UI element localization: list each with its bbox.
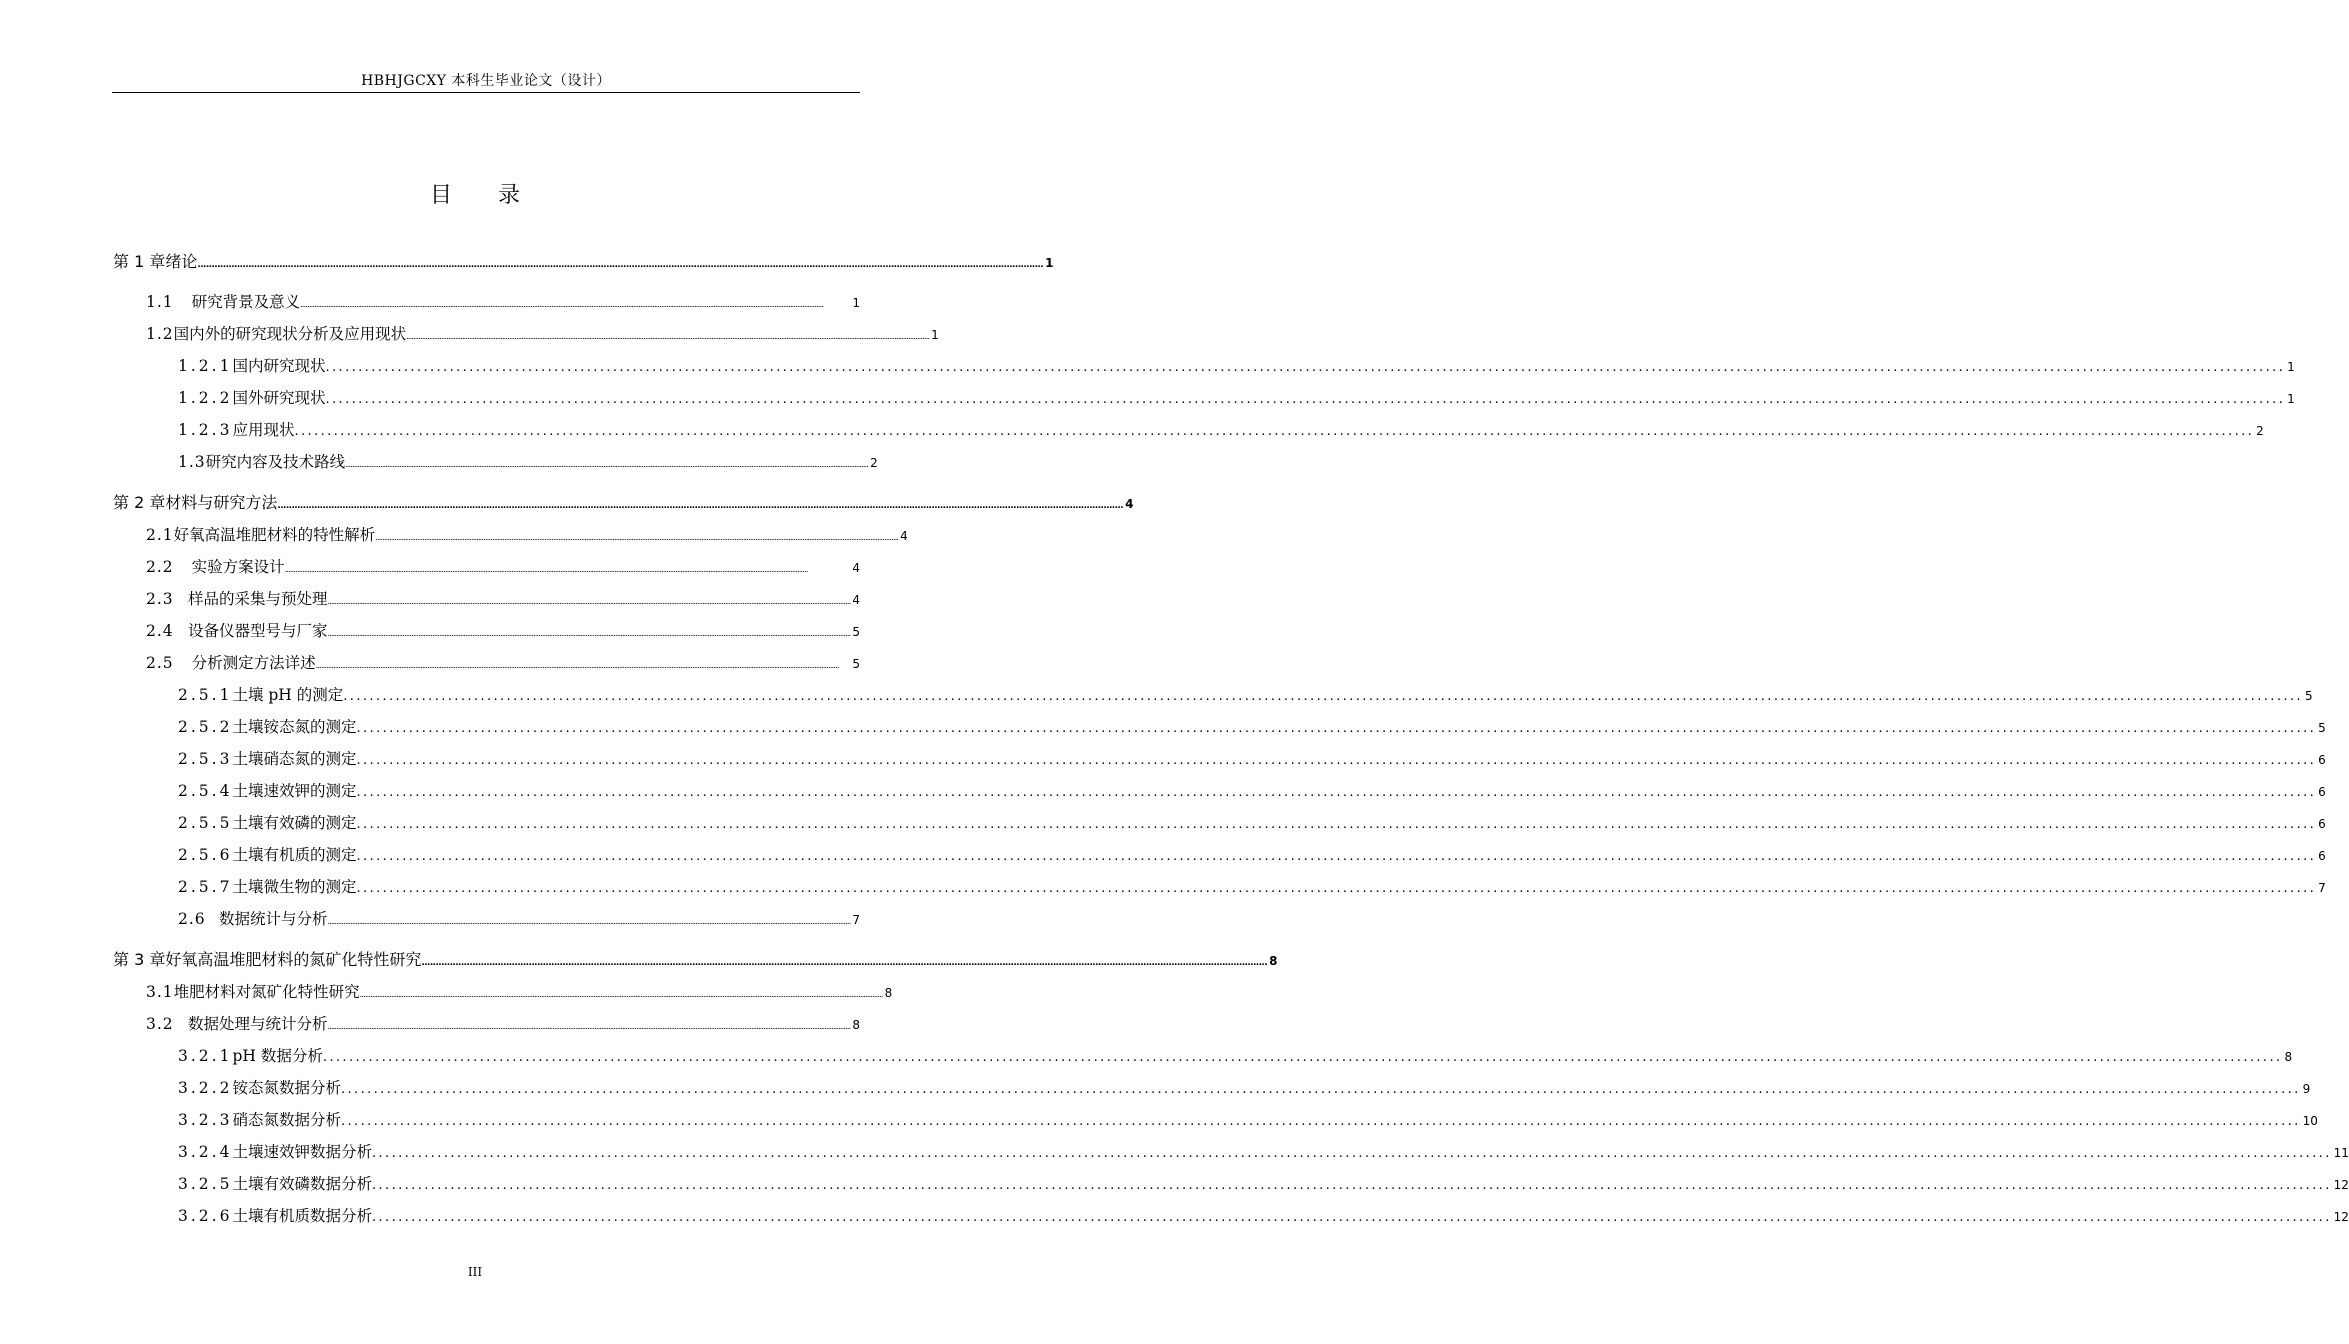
toc-entry-title: 分析测定方法详述 bbox=[191, 654, 316, 672]
toc-entry[interactable] bbox=[146, 322, 939, 346]
toc-entry[interactable] bbox=[178, 683, 2313, 707]
toc-entry-title: 研究内容及技术路线 bbox=[205, 453, 346, 471]
toc-entry-title: 应用现状 bbox=[232, 421, 295, 439]
toc-entry-page: 12 bbox=[2333, 1210, 2349, 1224]
toc-entry[interactable] bbox=[113, 947, 1278, 971]
dot-leader: ............................................................................................................................................................................................................................................................................................................ bbox=[294, 424, 2255, 439]
toc-entry-title: 堆肥材料对氮矿化特性研究 bbox=[173, 983, 360, 1001]
toc-entry-page: 1 bbox=[1045, 256, 1054, 270]
toc-entry-page: 7 bbox=[852, 913, 860, 927]
toc-entry[interactable] bbox=[178, 715, 2326, 739]
toc-entry[interactable] bbox=[178, 907, 860, 931]
dot-leader: ............................................................................................................................................................................................................................................................................................................ bbox=[356, 785, 2317, 800]
toc-entry-title: 土壤速效钾数据分析 bbox=[232, 1143, 372, 1161]
dot-leader: ............................................................................................................................................................................................................................................................................................................ bbox=[375, 533, 899, 542]
toc-entry-number: 1.2.3 bbox=[178, 421, 233, 439]
dot-leader: ............................................................................................................................................................................................................................................................................................................ bbox=[359, 990, 883, 999]
toc-entry-number: 1.2.2 bbox=[178, 389, 233, 407]
dot-leader: ............................................................................................................................................................................................................................................................................................................ bbox=[327, 1022, 851, 1031]
toc-entry-page: 9 bbox=[2302, 1082, 2311, 1096]
toc-entry-title: 实验方案设计 bbox=[191, 558, 285, 576]
toc-entry-number: 2.4 bbox=[146, 622, 174, 640]
toc-entry-number: 1.1 bbox=[146, 293, 174, 311]
toc-entry-number: 3.2.6 bbox=[178, 1207, 233, 1225]
toc-entry[interactable] bbox=[178, 875, 2326, 899]
toc-entry-title: 土壤速效钾的测定 bbox=[232, 782, 357, 800]
toc-entry[interactable] bbox=[146, 555, 860, 579]
toc-entry-number: 3.1 bbox=[146, 983, 174, 1001]
toc-entry-title: 绪论 bbox=[165, 252, 198, 271]
toc-entry-page: 2 bbox=[870, 456, 878, 470]
toc-entry[interactable] bbox=[146, 980, 893, 1004]
toc-entry-number: 2.5.5 bbox=[178, 814, 233, 832]
page-header: HBHJGCXY 本科生毕业论文（设计） bbox=[361, 73, 611, 89]
toc-entry-page: 4 bbox=[852, 561, 860, 575]
toc-entry-page: 5 bbox=[2304, 689, 2313, 703]
toc-entry-number: 3.2.4 bbox=[178, 1143, 233, 1161]
toc-entry-number: 2.5.6 bbox=[178, 846, 233, 864]
toc-entry-title: 土壤铵态氮的测定 bbox=[232, 718, 357, 736]
toc-entry-page: 1 bbox=[931, 328, 939, 342]
dot-leader: ............................................................................................................................................................................................................................................................................................................ bbox=[371, 1210, 2332, 1225]
dot-leader: ............................................................................................................................................................................................................................................................................................................ bbox=[343, 689, 2303, 704]
dot-leader: ............................................................................................................................................................................................................................................................................................................ bbox=[356, 817, 2317, 832]
toc-entry-number: 2.5.1 bbox=[178, 686, 233, 704]
toc-entry[interactable] bbox=[178, 1204, 2349, 1228]
toc-entry-title: 数据统计与分析 bbox=[218, 910, 328, 928]
toc-entry[interactable] bbox=[146, 587, 860, 611]
dot-leader: ............................................................................................................................................................................................................................................................................................................ bbox=[322, 1050, 2283, 1065]
toc-entry-title: 样品的采集与预处理 bbox=[187, 590, 328, 608]
toc-entry-title: 国内研究现状 bbox=[232, 357, 326, 375]
header-rule bbox=[112, 92, 860, 93]
toc-entry-title: 土壤有机质的测定 bbox=[232, 846, 357, 864]
toc-entry[interactable] bbox=[113, 490, 1134, 514]
toc-entry-number: 2.5.4 bbox=[178, 782, 233, 800]
toc-entry-title: 土壤有效磷数据分析 bbox=[232, 1175, 372, 1193]
toc-entry-page: 12 bbox=[2333, 1178, 2349, 1192]
dot-leader: ............................................................................................................................................................................................................................................................................................................ bbox=[371, 1178, 2332, 1193]
toc-entry-page: 5 bbox=[852, 657, 860, 671]
dot-leader: ............................................................................................................................................................................................................................................................................................................ bbox=[371, 1146, 2332, 1161]
toc-entry-page: 10 bbox=[2302, 1114, 2318, 1128]
dot-leader: ............................................................................................................................................................................................................................................................................................................ bbox=[340, 1114, 2301, 1129]
toc-entry-page: 4 bbox=[852, 593, 860, 607]
toc-entry[interactable] bbox=[146, 523, 908, 547]
toc-entry-number: 2.6 bbox=[178, 910, 206, 928]
toc-entry-title: 好氧高温堆肥材料的氮矿化特性研究 bbox=[165, 950, 422, 969]
toc-entry-title: 铵态氮数据分析 bbox=[232, 1079, 341, 1097]
toc-entry-page: 6 bbox=[2318, 753, 2326, 767]
dot-leader: ............................................................................................................................................................................................................................................................................................................ bbox=[356, 721, 2317, 736]
toc-entry[interactable] bbox=[178, 354, 2295, 378]
toc-entry-page: 8 bbox=[884, 986, 893, 1000]
toc-entry-title: 国外研究现状 bbox=[232, 389, 326, 407]
toc-entry-page: 4 bbox=[900, 529, 908, 543]
toc-entry-number: 2.5 bbox=[146, 654, 174, 672]
toc-entry-number: 1.2.1 bbox=[178, 357, 233, 375]
toc-entry-number: 3.2.2 bbox=[178, 1079, 233, 1097]
toc-entry-page: 8 bbox=[1269, 954, 1278, 968]
toc-entry-title: 土壤有机质数据分析 bbox=[232, 1207, 372, 1225]
toc-entry-title: 设备仪器型号与厂家 bbox=[187, 622, 328, 640]
dot-leader: ............................................................................................................................................................................................................................................................................................................ bbox=[340, 1082, 2301, 1097]
toc-entry-page: 5 bbox=[852, 625, 860, 639]
dot-leader: ............................................................................................................................................................................................................................................................................................................ bbox=[345, 460, 869, 469]
toc-entry-title: 硝态氮数据分析 bbox=[232, 1111, 341, 1129]
toc-entry-title: 土壤 pH 的测定 bbox=[232, 686, 344, 704]
toc-entry-number: 2.5.3 bbox=[178, 750, 233, 768]
toc-entry-number: 1.2 bbox=[146, 325, 174, 343]
toc-entry-number: 3.2.3 bbox=[178, 1111, 233, 1129]
toc-entry[interactable] bbox=[178, 811, 2326, 835]
toc-entry-page: 4 bbox=[1125, 497, 1134, 511]
toc-entry-page: 6 bbox=[2318, 849, 2326, 863]
dot-leader: ............................................................................................................................................................................................................................................................................................................ bbox=[284, 565, 808, 574]
toc-entry-title: 数据处理与统计分析 bbox=[187, 1015, 328, 1033]
toc-entry-page: 5 bbox=[2318, 721, 2326, 735]
toc-entry[interactable] bbox=[146, 651, 860, 675]
toc-entry-page: 1 bbox=[852, 296, 860, 310]
toc-entry-number: 3.2 bbox=[146, 1015, 174, 1033]
toc-entry-number: 1.3 bbox=[178, 453, 206, 471]
dot-leader: ............................................................................................................................................................................................................................................................................................................ bbox=[356, 881, 2317, 896]
page-title: 目录 bbox=[429, 183, 566, 208]
dot-leader: ............................................................................................................................................................................................................................................................................................................ bbox=[421, 958, 1268, 968]
toc-entry[interactable] bbox=[178, 1076, 2311, 1100]
dot-leader: ............................................................................................................................................................................................................................................................................................................ bbox=[327, 917, 851, 926]
dot-leader: ............................................................................................................................................................................................................................................................................................................ bbox=[277, 501, 1124, 511]
toc-entry[interactable] bbox=[113, 249, 1054, 273]
toc-entry-number: 第 1 章 bbox=[113, 252, 166, 271]
dot-leader: ............................................................................................................................................................................................................................................................................................................ bbox=[315, 661, 839, 670]
toc-entry-page: 1 bbox=[2287, 392, 2295, 406]
toc-entry-title: 土壤硝态氮的测定 bbox=[232, 750, 357, 768]
toc-entry-number: 2.2 bbox=[146, 558, 174, 576]
toc-entry[interactable] bbox=[178, 418, 2264, 442]
toc-entry[interactable] bbox=[178, 1140, 2349, 1164]
toc-entry-number: 2.5.7 bbox=[178, 878, 233, 896]
page-number: III bbox=[467, 1265, 483, 1279]
dot-leader: ............................................................................................................................................................................................................................................................................................................ bbox=[325, 360, 2286, 375]
toc-entry-title: pH 数据分析 bbox=[232, 1047, 323, 1065]
dot-leader: ............................................................................................................................................................................................................................................................................................................ bbox=[300, 300, 824, 309]
toc-entry[interactable] bbox=[146, 619, 860, 643]
toc-entry-title: 土壤有效磷的测定 bbox=[232, 814, 357, 832]
dot-leader: ............................................................................................................................................................................................................................................................................................................ bbox=[356, 849, 2317, 864]
toc-entry[interactable] bbox=[178, 1044, 2293, 1068]
dot-leader: ............................................................................................................................................................................................................................................................................................................ bbox=[356, 753, 2317, 768]
toc-entry-number: 2.3 bbox=[146, 590, 174, 608]
toc-entry[interactable] bbox=[178, 779, 2326, 803]
dot-leader: ............................................................................................................................................................................................................................................................................................................ bbox=[325, 392, 2286, 407]
toc-entry-title: 土壤微生物的测定 bbox=[232, 878, 357, 896]
toc-entry-title: 材料与研究方法 bbox=[165, 493, 278, 512]
toc-entry-page: 8 bbox=[852, 1018, 860, 1032]
toc-entry[interactable] bbox=[178, 1108, 2318, 1132]
toc-entry-page: 7 bbox=[2318, 881, 2326, 895]
toc-entry-page: 6 bbox=[2318, 785, 2326, 799]
dot-leader: ............................................................................................................................................................................................................................................................................................................ bbox=[327, 629, 851, 638]
dot-leader: ............................................................................................................................................................................................................................................................................................................ bbox=[197, 260, 1044, 270]
toc-entry-page: 2 bbox=[2256, 424, 2264, 438]
toc-entry-number: 3.2.1 bbox=[178, 1047, 233, 1065]
toc-entry-title: 国内外的研究现状分析及应用现状 bbox=[173, 325, 407, 343]
dot-leader: ............................................................................................................................................................................................................................................................................................................ bbox=[327, 597, 851, 606]
toc-entry-number: 2.5.2 bbox=[178, 718, 233, 736]
toc-entry[interactable] bbox=[178, 450, 878, 474]
toc-entry[interactable] bbox=[146, 1012, 860, 1036]
toc-entry[interactable] bbox=[178, 843, 2326, 867]
toc-entry[interactable] bbox=[178, 386, 2295, 410]
toc-entry-page: 1 bbox=[2287, 360, 2295, 374]
dot-leader: ............................................................................................................................................................................................................................................................................................................ bbox=[406, 332, 930, 341]
toc-entry-number: 3.2.5 bbox=[178, 1175, 233, 1193]
toc-entry-page: 6 bbox=[2318, 817, 2326, 831]
toc-entry[interactable] bbox=[178, 1172, 2349, 1196]
toc-entry[interactable] bbox=[178, 747, 2326, 771]
toc-entry[interactable] bbox=[146, 290, 860, 314]
toc-entry-title: 好氧高温堆肥材料的特性解析 bbox=[173, 526, 376, 544]
toc-entry-title: 研究背景及意义 bbox=[191, 293, 301, 311]
toc-entry-number: 第 3 章 bbox=[113, 950, 166, 969]
toc-entry-number: 2.1 bbox=[146, 526, 174, 544]
toc-entry-number: 第 2 章 bbox=[113, 493, 166, 512]
toc-entry-page: 11 bbox=[2333, 1146, 2349, 1160]
toc-entry-page: 8 bbox=[2284, 1050, 2293, 1064]
